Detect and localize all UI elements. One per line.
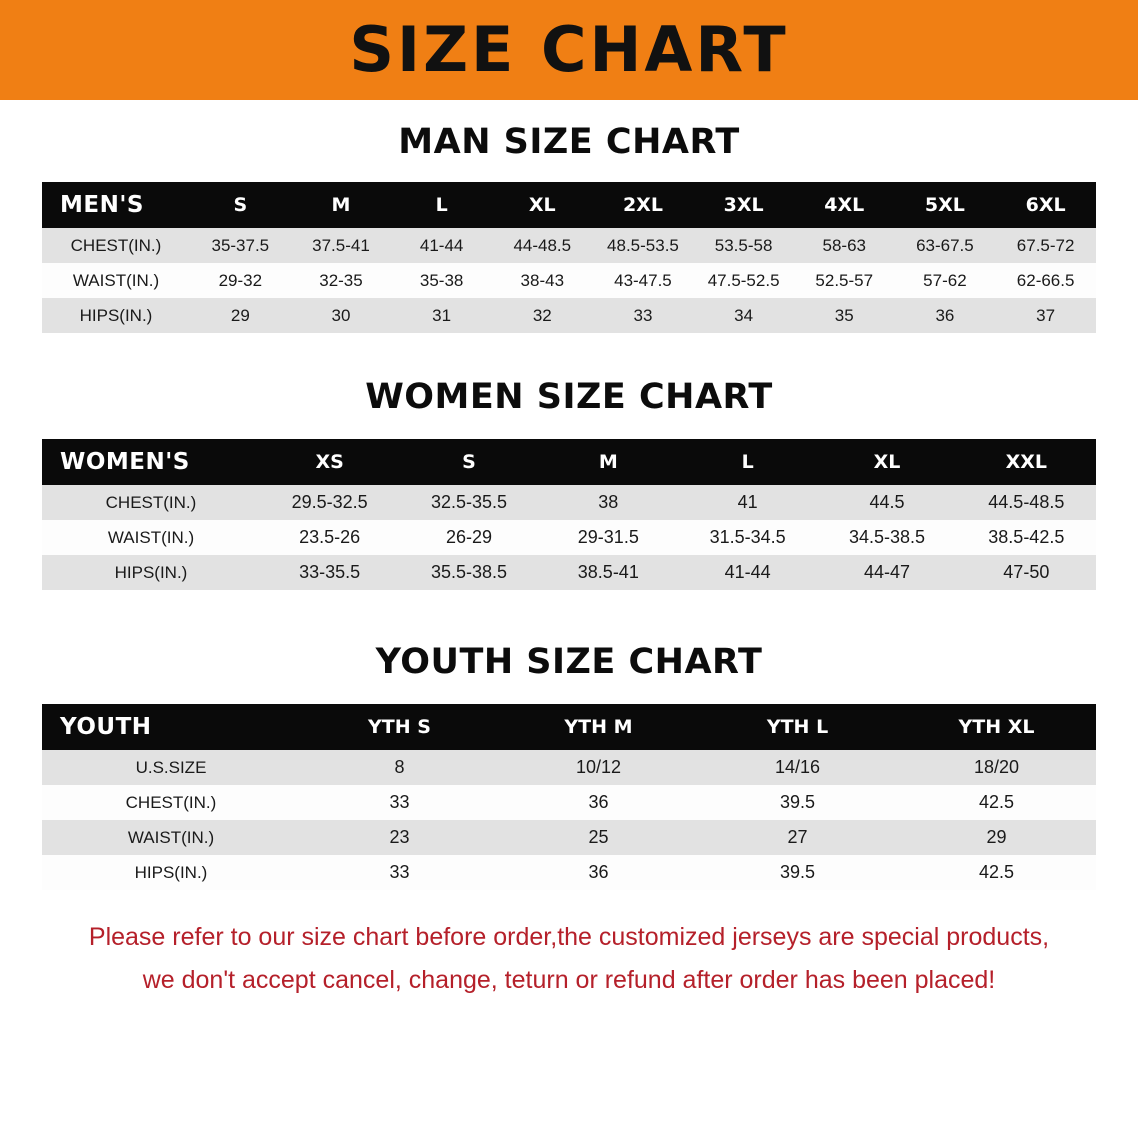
cell: 30	[331, 305, 351, 325]
cell: 29	[230, 305, 250, 325]
cell: 14/16	[774, 757, 821, 777]
row-label: WAIST(IN.)	[72, 270, 160, 290]
cell: 42.5	[978, 862, 1015, 882]
man-section-heading: MAN SIZE CHART	[398, 122, 740, 162]
women-label-header: WOMEN'S	[60, 449, 190, 475]
table-header-row	[42, 704, 1096, 750]
cell: 23.5-26	[299, 527, 361, 547]
table-row	[42, 555, 1096, 590]
row-label: CHEST(IN.)	[125, 792, 217, 812]
cell: 52.5-57	[815, 270, 874, 290]
banner	[0, 0, 1138, 100]
table-row	[42, 228, 1096, 263]
cell: 57-62	[923, 270, 967, 290]
youth-size-header: YTH M	[564, 716, 633, 738]
cell: 10/12	[575, 757, 622, 777]
cell: 35	[834, 305, 854, 325]
cell: 44-47	[863, 562, 910, 582]
table-row	[42, 520, 1096, 555]
page-title: SIZE CHART	[349, 13, 789, 86]
cell: 38-43	[520, 270, 565, 290]
cell: 29.5-32.5	[291, 492, 368, 512]
women-size-header: XS	[315, 451, 344, 473]
cell: 32.5-35.5	[430, 492, 508, 512]
cell: 33	[389, 862, 410, 882]
table-row	[42, 785, 1096, 820]
youth-section-heading: YOUTH SIZE CHART	[375, 642, 763, 682]
man-size-table-wrapper	[42, 182, 1096, 333]
cell: 48.5-53.5	[607, 235, 679, 255]
man-size-header: 5XL	[924, 194, 965, 216]
youth-size-header: YTH S	[368, 716, 431, 738]
women-section-heading: WOMEN SIZE CHART	[365, 377, 773, 417]
youth-label-header: YOUTH	[60, 714, 152, 740]
cell: 36	[588, 862, 609, 882]
cell: 67.5-72	[1016, 235, 1075, 255]
man-label-header: MEN'S	[60, 192, 144, 218]
man-size-header: 6XL	[1025, 194, 1066, 216]
cell: 34.5-38.5	[848, 527, 925, 547]
row-label: HIPS(IN.)	[79, 305, 153, 325]
women-size-header: S	[462, 451, 476, 473]
youth-size-header: YTH L	[766, 716, 829, 738]
cell: 31.5-34.5	[709, 527, 786, 547]
table-row	[42, 263, 1096, 298]
cell: 41-44	[724, 562, 771, 582]
man-size-header: XL	[528, 194, 556, 216]
cell: 35-38	[419, 270, 464, 290]
youth-size-table	[42, 704, 1096, 890]
cell: 58-63	[822, 235, 866, 255]
cell: 39.5	[779, 792, 816, 812]
table-header-row	[42, 182, 1096, 228]
policy-note-line-1: Please refer to our size chart before order,the customized jerseys are special products,	[88, 923, 1050, 951]
man-size-header: M	[331, 194, 351, 216]
cell: 43-47.5	[614, 270, 672, 290]
table-row	[42, 750, 1096, 785]
cell: 41	[737, 492, 758, 512]
cell: 47-50	[1003, 562, 1050, 582]
man-size-header: 2XL	[622, 194, 663, 216]
cell: 34	[734, 305, 754, 325]
cell: 37	[1036, 305, 1056, 325]
man-size-header: 4XL	[824, 194, 865, 216]
women-size-table-wrapper	[42, 439, 1096, 590]
cell: 36	[935, 305, 955, 325]
cell: 62-66.5	[1016, 270, 1075, 290]
cell: 29-31.5	[577, 527, 639, 547]
row-label: WAIST(IN.)	[107, 527, 195, 547]
row-label: WAIST(IN.)	[127, 827, 215, 847]
cell: 44.5-48.5	[988, 492, 1065, 512]
cell: 29	[986, 827, 1007, 847]
women-size-header: XL	[873, 451, 901, 473]
table-row	[42, 485, 1096, 520]
table-header-row	[42, 439, 1096, 485]
policy-note-line-2: we don't accept cancel, change, teturn or refund after order has been placed!	[142, 966, 996, 994]
row-label: U.S.SIZE	[135, 757, 207, 777]
table-row	[42, 298, 1096, 333]
cell: 39.5	[779, 862, 816, 882]
cell: 18/20	[973, 757, 1020, 777]
cell: 42.5	[978, 792, 1015, 812]
row-label: HIPS(IN.)	[134, 862, 208, 882]
cell: 38.5-42.5	[988, 527, 1065, 547]
cell: 33	[389, 792, 410, 812]
cell: 26-29	[445, 527, 493, 547]
policy-note	[39, 916, 1099, 1002]
cell: 32	[532, 305, 552, 325]
cell: 33-35.5	[299, 562, 361, 582]
cell: 8	[394, 757, 405, 777]
man-size-header: 3XL	[723, 194, 764, 216]
cell: 41-44	[419, 235, 464, 255]
cell: 44.5	[869, 492, 905, 512]
table-row	[42, 820, 1096, 855]
cell: 35.5-38.5	[430, 562, 508, 582]
cell: 47.5-52.5	[707, 270, 780, 290]
cell: 53.5-58	[714, 235, 773, 255]
youth-size-table-wrapper	[42, 704, 1096, 890]
man-size-table	[42, 182, 1096, 333]
cell: 35-37.5	[211, 235, 270, 255]
cell: 32-35	[319, 270, 363, 290]
cell: 37.5-41	[312, 235, 370, 255]
women-size-header: L	[741, 451, 754, 473]
row-label: HIPS(IN.)	[114, 562, 188, 582]
row-label: CHEST(IN.)	[70, 235, 162, 255]
cell: 63-67.5	[916, 235, 974, 255]
cell: 27	[787, 827, 808, 847]
youth-size-header: YTH XL	[958, 716, 1035, 738]
cell: 25	[588, 827, 609, 847]
cell: 31	[432, 305, 452, 325]
cell: 23	[389, 827, 410, 847]
cell: 33	[633, 305, 653, 325]
table-row	[42, 855, 1096, 890]
cell: 38.5-41	[577, 562, 639, 582]
women-size-table	[42, 439, 1096, 590]
cell: 44-48.5	[513, 235, 572, 255]
women-size-header: XXL	[1005, 451, 1048, 473]
cell: 29-32	[218, 270, 263, 290]
women-size-header: M	[598, 451, 618, 473]
man-size-header: L	[435, 194, 448, 216]
man-size-header: S	[233, 194, 248, 216]
row-label: CHEST(IN.)	[105, 492, 197, 512]
cell: 36	[588, 792, 609, 812]
cell: 38	[598, 492, 619, 512]
